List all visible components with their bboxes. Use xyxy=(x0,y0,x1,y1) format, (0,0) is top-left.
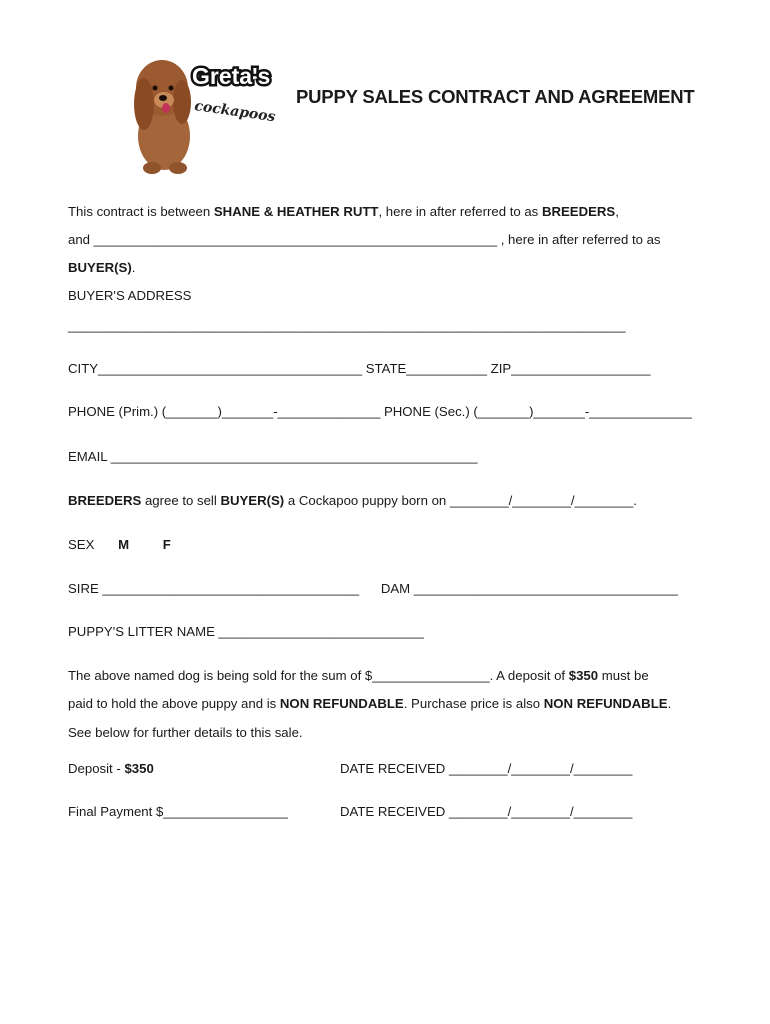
price-text-1: The above named dog is being sold for the sum of $________________. A deposit of xyxy=(68,668,569,683)
deposit-row xyxy=(68,761,154,777)
buyer-line-end: . xyxy=(131,260,136,275)
phone-line xyxy=(68,404,692,420)
page-title: PUPPY SALES CONTRACT AND AGREEMENT xyxy=(296,86,695,107)
breeders-term: BREEDERS xyxy=(541,204,616,219)
city-state-zip-line xyxy=(68,361,651,377)
breeders-term-2: BREEDERS xyxy=(68,493,142,508)
sell-text-1: agree to sell xyxy=(141,493,221,508)
deposit-label: Deposit - xyxy=(68,761,125,776)
deposit-row-amount: $350 xyxy=(124,761,154,776)
deposit-date-field[interactable]: DATE RECEIVED ________/________/________ xyxy=(340,761,633,776)
intro-middle: , here in after referred to as xyxy=(378,204,542,219)
price-line-1 xyxy=(68,668,649,684)
buyers-term: BUYER(S) xyxy=(68,260,132,275)
price-text-3: paid to hold the above puppy and is xyxy=(68,696,280,711)
non-refundable-2: NON REFUNDABLE xyxy=(543,696,668,711)
logo-text-line1: Greta's xyxy=(192,63,271,89)
company-logo xyxy=(122,48,277,182)
sex-label: SEX xyxy=(68,537,95,552)
sex-option-male[interactable]: M xyxy=(118,537,130,552)
and-prefix: and xyxy=(68,232,94,247)
price-text-5: . xyxy=(667,696,672,711)
email-field[interactable]: EMAIL __________________________________________________ xyxy=(68,449,478,464)
sex-line xyxy=(68,537,171,553)
cockapoo-dog-logo-icon xyxy=(122,48,277,182)
and-line xyxy=(68,232,661,248)
phone-secondary-field[interactable]: PHONE (Sec.) (_______)_______-______________ xyxy=(383,404,692,419)
litter-name-field[interactable]: PUPPY'S LITTER NAME ____________________________ xyxy=(68,624,424,639)
price-text-2: must be xyxy=(598,668,649,683)
state-field[interactable]: STATE___________ xyxy=(365,361,487,376)
breeders-sell-line xyxy=(68,493,637,509)
parents-line xyxy=(68,581,678,597)
intro-end: , xyxy=(615,204,619,219)
buyers-term-2: BUYER(S) xyxy=(220,493,285,508)
address-field[interactable]: ____________________________________________________________________________ xyxy=(68,318,626,333)
dam-field[interactable]: DAM ____________________________________ xyxy=(380,581,678,596)
sex-option-female[interactable]: F xyxy=(162,537,171,552)
buyer-name-field[interactable]: _______________________________________________________ xyxy=(93,232,501,247)
non-refundable-1: NON REFUNDABLE xyxy=(279,696,404,711)
zip-field[interactable]: ZIP___________________ xyxy=(490,361,651,376)
final-date-field[interactable]: DATE RECEIVED ________/________/________ xyxy=(340,804,633,819)
intro-line xyxy=(68,204,619,220)
buyer-line xyxy=(68,260,135,276)
final-payment-field[interactable]: Final Payment $_________________ xyxy=(68,804,288,819)
sire-field[interactable]: SIRE ___________________________________ xyxy=(68,581,360,596)
price-line-3: See below for further details to this sale. xyxy=(68,725,303,740)
price-line-2 xyxy=(68,696,671,712)
breeder-names: SHANE & HEATHER RUTT xyxy=(213,204,379,219)
address-label: BUYER'S ADDRESS xyxy=(68,288,192,303)
city-field[interactable]: CITY____________________________________ xyxy=(68,361,363,376)
deposit-amount: $350 xyxy=(568,668,599,683)
and-suffix: , here in after referred to as xyxy=(500,232,661,247)
birth-date-field[interactable]: a Cockapoo puppy born on ________/________/________. xyxy=(284,493,637,508)
logo-text-line2: cockapoos xyxy=(193,98,277,126)
price-text-4: . Purchase price is also xyxy=(403,696,544,711)
phone-primary-field[interactable]: PHONE (Prim.) (_______)_______-______________ xyxy=(68,404,381,419)
intro-prefix: This contract is between xyxy=(68,204,214,219)
